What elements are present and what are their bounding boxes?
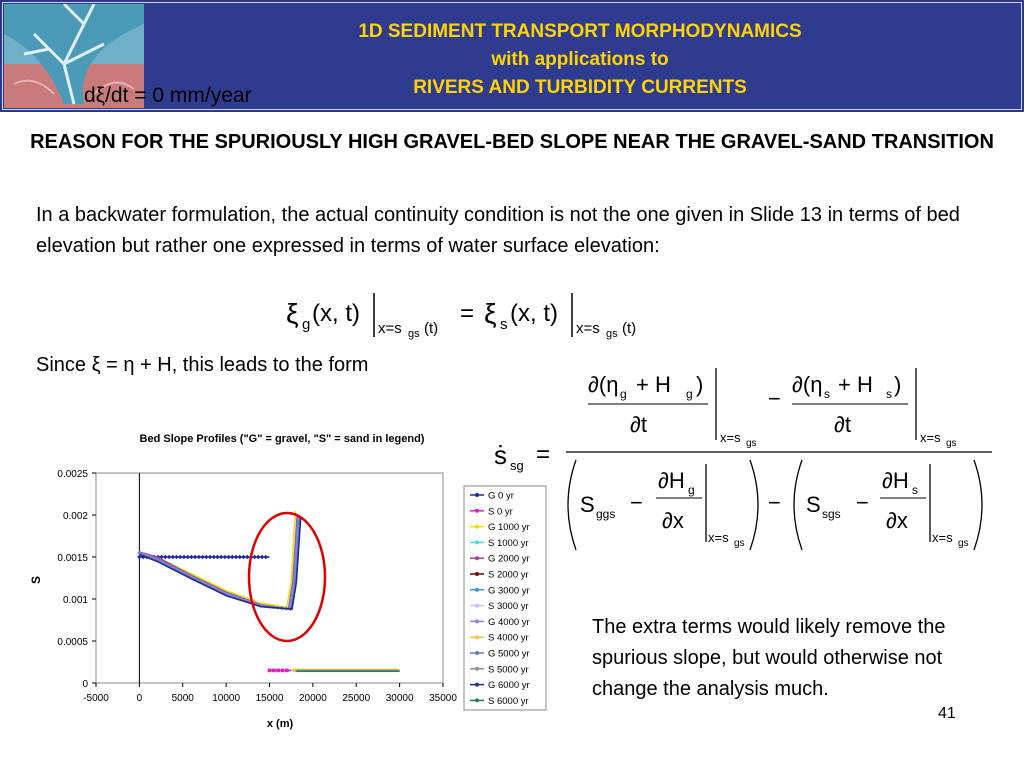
series-point xyxy=(272,669,276,673)
legend-label: G 6000 yr xyxy=(488,680,530,692)
eq2-dh1-sub: g xyxy=(688,483,695,497)
eq2-equals: = xyxy=(536,441,551,468)
chart-title: Bed Slope Profiles ("G" = gravel, "S" = sand in legend) xyxy=(139,433,425,445)
eq2-den-minus2: − xyxy=(856,490,869,515)
eq2-den-eval1-sub: gs xyxy=(734,538,745,549)
legend-marker xyxy=(475,525,479,529)
eq2-den-eval1: x=s xyxy=(708,530,729,545)
legend-label: S 4000 yr xyxy=(488,632,529,644)
since-text: Since ξ = η + H, this leads to the form xyxy=(36,354,369,376)
eq2-den-s1-sub: ggs xyxy=(596,507,616,521)
legend-marker xyxy=(475,635,479,639)
eq1-eval-sub-left: gs xyxy=(408,328,420,340)
legend-marker xyxy=(475,572,479,576)
y-tick-label: 0.0025 xyxy=(57,469,88,480)
eq2-den-s2: S xyxy=(806,492,821,517)
eq1-eval-left: x=s xyxy=(378,320,402,337)
eq1-sub-g: g xyxy=(302,316,311,333)
eq2-lhs: ṡ xyxy=(494,440,507,470)
eq2-dx2: ∂x xyxy=(886,508,908,533)
eq2-dh2-sub: s xyxy=(912,483,918,497)
x-tick-label: 0 xyxy=(136,693,143,704)
eq2-num2: ∂(η xyxy=(792,372,823,397)
eq2-den-s1: S xyxy=(580,492,595,517)
y-tick-label: 0.002 xyxy=(62,511,88,522)
page-number: 41 xyxy=(938,705,956,722)
eq2-num1-close: ) xyxy=(696,372,704,397)
y-axis-label: S xyxy=(29,575,43,585)
header-banner xyxy=(0,0,1024,112)
title-line-3: RIVERS AND TURBIDITY CURRENTS xyxy=(413,77,747,98)
bed-slope-chart xyxy=(0,425,560,768)
legend-label: G 2000 yr xyxy=(488,553,530,565)
eq2-num2-close: ) xyxy=(894,372,902,397)
conclusion-note: The extra terms would likely remove the spurious slope, but would otherwise not change the analysis much. xyxy=(592,616,946,700)
legend-label: S 1000 yr xyxy=(488,537,529,549)
legend-label: S 0 yr xyxy=(488,506,513,518)
eq1-xi-g: ξ xyxy=(286,298,299,329)
slide-heading: REASON FOR THE SPURIOUSLY HIGH GRAVEL-BED SLOPE NEAR THE GRAVEL-SAND TRANSITION xyxy=(30,131,994,153)
title-line-1: 1D SEDIMENT TRANSPORT MORPHODYNAMICS xyxy=(358,21,802,42)
x-tick-label: 20000 xyxy=(298,693,327,704)
legend-marker xyxy=(475,509,479,513)
legend-marker xyxy=(475,493,479,497)
eq2-den-minus-mid: − xyxy=(768,490,781,515)
eq2-num1-sub: g xyxy=(620,387,627,401)
x-tick-label: -5000 xyxy=(83,693,109,704)
x-tick-label: 30000 xyxy=(385,693,414,704)
x-tick-label: 25000 xyxy=(342,693,371,704)
eq1-eval-t-right: (t) xyxy=(622,320,637,337)
x-tick-label: 10000 xyxy=(212,693,241,704)
series-point xyxy=(276,669,280,673)
y-tick-label: 0 xyxy=(82,679,88,690)
eq2-dx1: ∂x xyxy=(662,508,684,533)
legend-marker xyxy=(475,604,479,608)
eq1-args-right: (x, t) xyxy=(510,300,558,327)
title-line-2: with applications to xyxy=(491,49,669,70)
series-point xyxy=(268,669,272,673)
slide-title xyxy=(180,18,980,102)
continuity-equation xyxy=(280,285,660,345)
eq2-eval2-sub: gs xyxy=(946,438,957,449)
legend-box xyxy=(464,486,546,710)
legend-label: G 4000 yr xyxy=(488,616,530,628)
eq2-dt1: ∂t xyxy=(630,412,647,437)
eq2-num1: ∂(η xyxy=(588,372,619,397)
plot-frame xyxy=(96,473,443,683)
legend-label: S 3000 yr xyxy=(488,601,529,613)
eq1-sub-s: s xyxy=(500,316,508,333)
chart-legend xyxy=(464,486,546,710)
eq2-den-s2-sub: sgs xyxy=(822,507,841,521)
eq2-dt2: ∂t xyxy=(834,412,851,437)
x-tick-label: 15000 xyxy=(255,693,284,704)
eq2-num1-sub2: g xyxy=(686,387,693,401)
plot-area xyxy=(57,469,457,704)
x-tick-label: 35000 xyxy=(429,693,457,704)
eq1-args-left: (x, t) xyxy=(312,300,360,327)
eq2-lhs-sub: sg xyxy=(510,458,524,473)
x-tick-label: 5000 xyxy=(171,693,194,704)
y-tick-label: 0.001 xyxy=(62,595,88,606)
eq1-xi-s: ξ xyxy=(484,298,497,329)
overlay-rate-text: dξ/dt = 0 mm/year xyxy=(84,84,252,107)
eq2-num2-sub: s xyxy=(824,387,830,401)
series-point xyxy=(285,669,289,673)
eq2-eval1: x=s xyxy=(720,430,741,445)
eq2-num2-sub2: s xyxy=(886,387,892,401)
eq2-den-eval2: x=s xyxy=(932,530,953,545)
eq1-eval-t-left: (t) xyxy=(424,320,439,337)
legend-marker xyxy=(475,588,479,592)
y-tick-label: 0.0015 xyxy=(57,553,88,564)
eq2-num2-plus: + H xyxy=(838,372,873,397)
eq2-eval1-sub: gs xyxy=(746,438,757,449)
eq2-den-minus1: − xyxy=(630,490,643,515)
y-tick-label: 0.0005 xyxy=(57,637,88,648)
legend-label: G 5000 yr xyxy=(488,648,530,660)
legend-label: S 5000 yr xyxy=(488,664,529,676)
legend-label: S 2000 yr xyxy=(488,569,529,581)
eq2-dh1: ∂H xyxy=(658,468,685,493)
legend-label: S 6000 yr xyxy=(488,695,529,707)
eq2-num1-plus: + H xyxy=(636,372,671,397)
legend-marker xyxy=(475,619,479,623)
legend-marker xyxy=(475,540,479,544)
legend-label: G 3000 yr xyxy=(488,585,530,597)
x-axis-label: x (m) xyxy=(266,718,294,730)
eq2-minus-num: − xyxy=(768,386,781,411)
legend-marker xyxy=(475,556,479,560)
eq2-eval2: x=s xyxy=(920,430,941,445)
series-point xyxy=(281,669,285,673)
legend-marker xyxy=(475,683,479,687)
legend-marker xyxy=(475,698,479,702)
eq1-eval-right: x=s xyxy=(576,320,600,337)
legend-marker xyxy=(475,651,479,655)
eq2-den-eval2-sub: gs xyxy=(958,538,969,549)
legend-marker xyxy=(475,667,479,671)
legend-label: G 0 yr xyxy=(488,490,514,502)
eq2-dh2: ∂H xyxy=(882,468,909,493)
eq1-equals: = xyxy=(460,300,475,327)
body-paragraph: In a backwater formulation, the actual continuity condition is not the one given in Slide 13 in terms of bed elevation but rather one expressed in terms of water surface elevation: xyxy=(36,204,960,257)
legend-label: G 1000 yr xyxy=(488,522,530,534)
eq1-eval-sub-right: gs xyxy=(606,328,618,340)
